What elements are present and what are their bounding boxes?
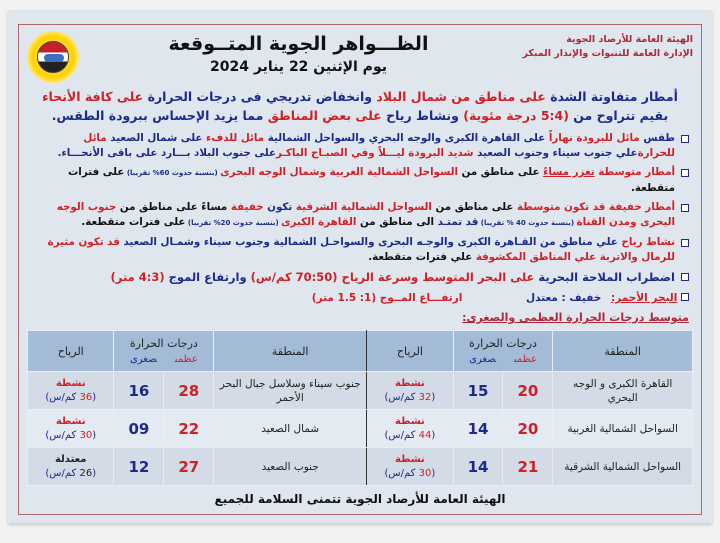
max-temp: 20: [503, 410, 553, 448]
min-temp: 16: [114, 372, 164, 410]
header-wind: الرياح: [367, 331, 453, 372]
text-segment: القاهرة الكبرى: [281, 216, 357, 228]
text-segment: اضطراب الملاحة البحرية: [538, 270, 675, 284]
text-segment: السواحل الشمالية الشرقية: [295, 201, 432, 213]
text-segment: على شمال الصعيد: [106, 132, 207, 144]
text-segment: على البحر المتوسط وسرعة الرياح: [337, 270, 539, 284]
forecast-bullet: [27, 200, 689, 231]
wind-cell: نشطة (30 كم/س): [28, 410, 114, 448]
max-temp: 27: [164, 448, 214, 486]
checkbox-icon: [681, 135, 689, 143]
wind-cell: نشطة (30 كم/س): [367, 448, 453, 486]
text-segment: طقس: [639, 132, 675, 144]
checkbox-icon: [681, 239, 689, 247]
org-line-1: الهيئة العامة للأرصاد الجوية: [566, 34, 693, 45]
text-segment: السواحل الشمالية الغربية وشمال الوجه البحرى: [220, 166, 458, 178]
region-cell: جنوب سيناء وسلاسل جبال البحر الأحمر: [214, 372, 367, 410]
text-segment: مما يزيد الإحساس ببرودة الطقس.: [51, 108, 268, 123]
text-segment: خفيفة: [230, 201, 264, 213]
headline-summary: [27, 87, 693, 125]
text-segment: تغزر مساءً: [543, 166, 595, 178]
text-segment: جنوب الوجه البحرى ومدن القناة: [56, 201, 675, 228]
max-temp: 22: [164, 410, 214, 448]
red-sea-line: [27, 290, 693, 306]
text-segment: الى مناطق من: [356, 216, 438, 228]
min-temp: 12: [114, 448, 164, 486]
text-segment: على مناطق من شمال البلاد: [376, 89, 546, 104]
headline-line: [27, 87, 693, 106]
page-title: الظـــواهر الجوية المتــوقعة: [168, 33, 429, 55]
text-segment: على مناطق من: [458, 166, 544, 178]
bulletin-header: [27, 31, 693, 83]
max-temp: 28: [164, 372, 214, 410]
text-segment: مساءً على مناطق من: [116, 201, 231, 213]
header-wind-2: الرياح: [28, 331, 114, 372]
table-title: متوسط درجات الحرارة العظمى والصغرى:: [462, 311, 689, 324]
header-region-2: المنطقة: [214, 331, 367, 372]
forecast-bullet: [27, 131, 689, 161]
region-cell: شمال الصعيد: [214, 410, 367, 448]
title-block: [79, 31, 518, 77]
forecast-date: يوم الإثنين 22 يناير 2024: [210, 59, 387, 75]
region-cell: السواحل الشمالية الغربية: [553, 410, 693, 448]
min-temp: 14: [453, 448, 503, 486]
text-segment: وانخفاض تدريجي فى درجات الحرارة: [143, 89, 377, 104]
text-segment: أمطار متفاوتة الشدة: [545, 89, 678, 104]
text-segment: على مناطق من: [431, 201, 518, 213]
checkbox-icon: [681, 169, 689, 177]
footer-message: الهيئة العامة للأرصاد الجوية تتمنى السلامة للجميع: [214, 492, 506, 506]
checkbox-icon: [681, 273, 689, 281]
wind-cell: نشطة (44 كم/س): [367, 410, 453, 448]
text-segment: على كافة الأنحاء: [42, 89, 144, 104]
red-sea-label: البحر الأحمر:: [611, 292, 678, 304]
max-temp: 20: [503, 372, 553, 410]
wind-cell: نشطة (36 كم/س): [28, 372, 114, 410]
text-segment: علي مناطق من القـاهرة الكبرى والوجـه البحرى والسواحـل الشمالية وجنوب سيناء وشمـال الصعيد: [119, 236, 622, 248]
text-segment: وارتفاع الموج: [164, 270, 251, 284]
text-segment: أمطار خفيفة قد تكون متوسطة: [517, 201, 675, 213]
checkbox-icon: [681, 204, 689, 212]
text-segment: (4:3 متر): [110, 270, 165, 284]
table-row: [28, 448, 693, 486]
headline-line: [27, 106, 693, 125]
text-segment: على بعض المناطق: [267, 108, 382, 123]
text-segment: (5:4 درجة مئوية): [463, 108, 569, 123]
forecast-bullet: [27, 165, 689, 196]
max-temp: 21: [503, 448, 553, 486]
region-cell: جنوب الصعيد: [214, 448, 367, 486]
text-segment: (70:50 كم/س): [250, 270, 338, 284]
table-row: [28, 410, 693, 448]
forecast-bullets: [27, 131, 693, 286]
text-segment: نشاط رياح: [621, 236, 675, 248]
text-segment: بقيم تتراوح من: [568, 108, 669, 123]
text-segment: على فترات متقطعة.: [67, 166, 675, 194]
text-segment: علي جنوب سيناء وجنوب الصعيد: [473, 147, 638, 159]
text-segment: على جنوب البلاد بـــارد على باقى الأنحـــاء.: [57, 147, 277, 159]
checkbox-icon: [681, 293, 689, 301]
red-sea-state: خفيف : معتدل: [526, 292, 602, 304]
org-line-2: الإدارة العامة للتنبوات والإنذار المبكر: [522, 48, 693, 59]
text-segment: قد تكون مثيرة للرمال والاتربة علي المناطق المكشوفة: [47, 236, 675, 263]
text-segment: مائل للبرودة نهاراً: [548, 132, 640, 144]
text-segment: ونشاط رياح: [381, 108, 464, 123]
ema-logo-icon: [27, 31, 79, 83]
table-row: [28, 372, 693, 410]
text-segment: أمطار متوسطة: [594, 166, 675, 178]
min-temp: 14: [453, 410, 503, 448]
min-temp: 15: [453, 372, 503, 410]
text-segment: علي فترات متقطعة.: [368, 251, 476, 263]
forecast-bullet: [27, 235, 689, 265]
text-segment: مائل للحرارة: [83, 132, 675, 159]
text-segment: شديد البرودة ليـــلاً وفي الصبـاح الباكـر: [276, 147, 474, 159]
text-segment: مائل للدفء: [206, 132, 265, 144]
red-sea-wave: ارتفـــاع المــوج (1: 1.5 متر): [311, 292, 463, 304]
forecast-bullet: [27, 269, 689, 286]
text-segment: (بنسبة حدوث 20% تقريبا): [185, 219, 282, 227]
text-segment: تكون: [263, 201, 296, 213]
text-segment: (بنسبة حدوث 60% تقريبا): [124, 169, 221, 177]
text-segment: قد تمتـد: [437, 216, 479, 228]
bulletin-card: [8, 10, 712, 523]
text-segment: على فترات متقطعة.: [81, 216, 186, 228]
text-segment: (بنسبة حدوث 40 % تقريبا): [478, 219, 577, 227]
temperature-table: [27, 330, 693, 486]
bulletin-frame: [18, 24, 702, 515]
text-segment: على القاهرة الكبرى والوجه البحري والسواحل الشمالية: [264, 132, 549, 144]
header-temps-2: درجات الحرارة عظمىصغرى: [114, 331, 214, 372]
organization-name: [518, 31, 693, 61]
min-temp: 09: [114, 410, 164, 448]
wind-cell: نشطة (32 كم/س): [367, 372, 453, 410]
header-temps: درجات الحرارة عظمىصغرى: [453, 331, 553, 372]
region-cell: القاهرة الكبرى و الوجه البحري: [553, 372, 693, 410]
region-cell: السواحل الشمالية الشرقية: [553, 448, 693, 486]
header-region: المنطقة: [553, 331, 693, 372]
wind-cell: معتدلة (26 كم/س): [28, 448, 114, 486]
